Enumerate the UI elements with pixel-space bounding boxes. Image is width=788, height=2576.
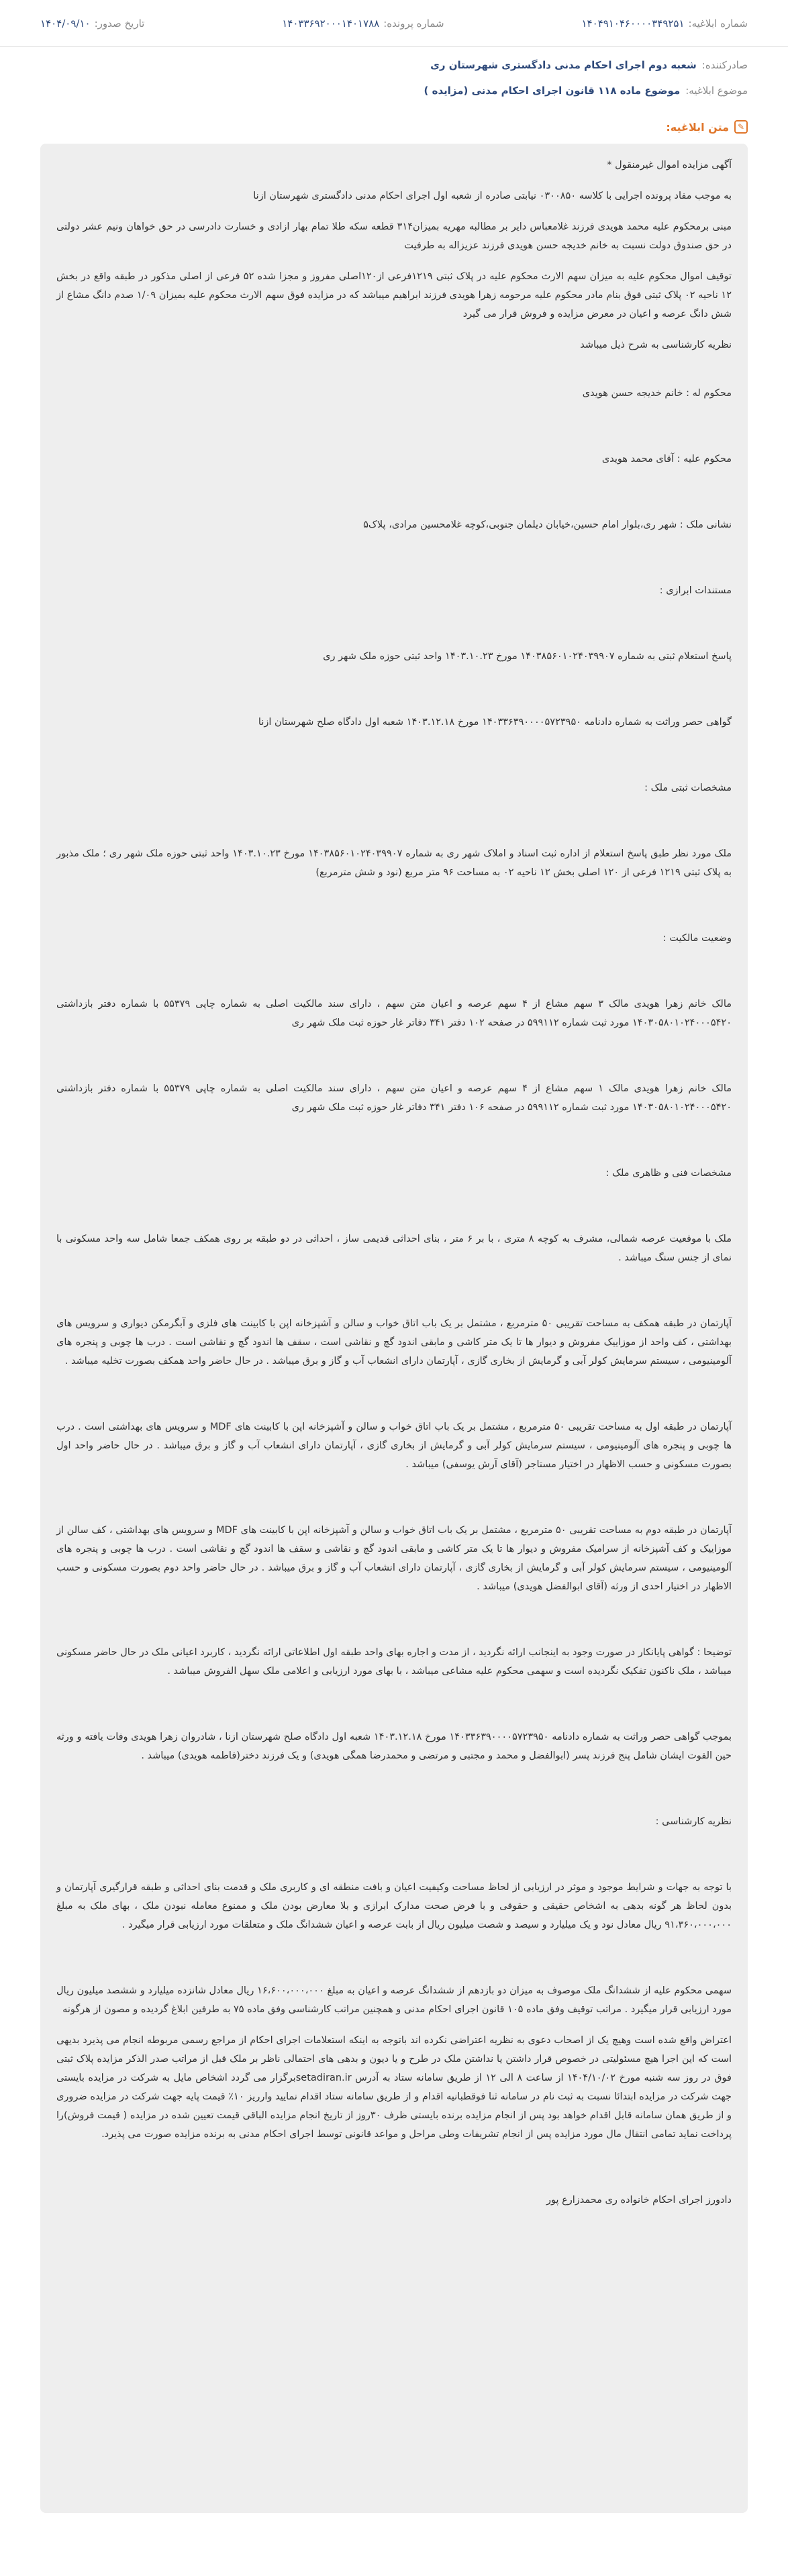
paragraph: مستندات ابرازی : (659, 585, 732, 596)
document-icon: ✎ (734, 120, 748, 134)
notice-number-value: ۱۴۰۴۹۱۰۴۶۰۰۰۰۳۴۹۲۵۱ (581, 17, 685, 30)
signature-line: دادورز اجرای احکام خانواده ری محمدزارع پور (546, 2195, 732, 2206)
subject-row (0, 78, 788, 103)
subject-value: موضوع ماده ۱۱۸ قانون اجرای احکام مدنی (مزایده ) (424, 85, 681, 97)
paragraph: آپارتمان در طبقه دوم به مساحت تقریبی ۵۰ مترمربع ، مشتمل بر یک باب اتاق خواب و سالن و آشپزخانه اپن با کابینت های MDF و سرویس های بهداشتی ، کف سالن از موزاییک و کف آشپزخانه از سرامیک مفروش و دیوار ها تا یک متر کاشی و مابقی اندود گچ و نقاشی و سقف ها اندود گچ و نقاشی است . درب ها چوبی و پنجره های آلومینیومی ، سیستم سرمایش کولر آبی و گرمایش از بخاری گازی ، آپارتمان دارای انشعاب آب و گاز و برق میباشد . در حال حاضر واحد دوم بصورت مسکونی و حسب الاظهار در اختیار احدی از ورثه (آقای ابوالفضل هویدی) میباشد . (56, 1525, 732, 1592)
paragraph: آپارتمان در طبقه اول به مساحت تقریبی ۵۰ مترمربع ، مشتمل بر یک باب اتاق خواب و سالن و آشپزخانه اپن با کابینت های MDF و سرویس های بهداشتی است . درب ها چوبی و پنجره های آلومینیومی ، سیستم سرمایش کولر آبی و گرمایش از بخاری گازی ، آپارتمان دارای انشعاب آب و گاز و برق میباشد . در حال حاضر واحد اول بصورت مسکونی و حسب الاظهار در اختیار مستاجر (آقای آرش یوسفی) میباشد . (56, 1422, 732, 1470)
paragraph: بموجب گواهی حصر وراثت به شماره دادنامه ۱۴۰۳۳۶۳۹۰۰۰۰۵۷۲۳۹۵۰ مورخ ۱۴۰۳.۱۲.۱۸ شعبه اول دادگاه صلح شهرستان ازنا ، شادروان زهرا هویدی وفات یافته و ورثه حین الفوت ایشان شامل پنج فرزند پسر (ابوالفضل و محمد و مجتبی و مرتضی و محمدرضا همگی هویدی) و یک فرزند دختر(فاطمه هویدی) میباشد . (56, 1732, 732, 1761)
issue-date-value: ۱۴۰۴/۰۹/۱۰ (40, 17, 91, 30)
paragraph: محکوم علیه : آقای محمد هویدی (601, 454, 732, 464)
notice-body (40, 144, 748, 2513)
paragraph: آپارتمان در طبقه همکف به مساحت تقریبی ۵۰ مترمربع ، مشتمل بر یک باب اتاق خواب و سالن و آشپزخانه اپن با کابینت های فلزی و آبگرمکن دیواری و سرویس های بهداشتی ، کف واحد از موزاییک مفروش و دیوار ها تا یک متر کاشی و مابقی اندود گچ و نقاشی است ، سقف ها اندود گچ و نقاشی است . درب ها چوبی و پنجره های آلومینیومی ، سیستم سرمایش کولر آبی و گرمایش از بخاری گازی ، آپارتمان دارای انشعاب آب و گاز و برق میباشد . در حال حاضر واحد همکف بصورت تخلیه میباشد . (56, 1318, 732, 1367)
paragraph: نظریه کارشناسی : (655, 1816, 732, 1827)
paragraph: مشخصات فنی و ظاهری ملک : (605, 1168, 732, 1179)
issuer-value: شعبه دوم اجرای احکام مدنی دادگستری شهرستان ری (430, 59, 697, 71)
issue-date (40, 17, 144, 30)
file-number (282, 17, 444, 30)
paragraph: ملک با موقعیت عرصه شمالی، مشرف به کوچه ۸ متری ، با بر ۶ متر ، بنای احداثی قدیمی ساز ، احداثی در دو طبقه بر روی همکف جمعا شامل سه واحد مسکونی با نمای از جنس سنگ میباشد . (56, 1234, 732, 1263)
paragraph: نظریه کارشناسی به شرح ذیل میباشد (580, 340, 732, 350)
notice-meta-row (0, 0, 788, 47)
paragraph: سهمی محکوم علیه از ششدانگ ملک موصوف به میزان دو بازدهم از ششدانگ عرصه و اعیان به مبلغ ۱۶،۶۰۰،۰۰۰،۰۰۰ ریال معادل شانزده میلیارد و ششصد میلیون ریال مورد ارزیابی قرار میگیرد . مراتب توقیف وفق ماده ۱۰۵ قانون اجرای احکام مدنی و همچنین مراتب کارشناسی وفق ماده ۷۵ به طرفین ابلاغ گردیده و مصون از هرگونه (56, 1985, 732, 2015)
file-number-label: شماره پرونده: (383, 17, 444, 30)
notice-number (581, 17, 748, 30)
paragraph: مالک خانم زهرا هویدی مالک ۳ سهم مشاع از ۴ سهم عرصه و اعیان متن سهم ، دارای سند مالکیت اصلی به شماره چاپی ۵۵۳۷۹ با شماره دفتر بازداشتی ۱۴۰۳۰۵۸۰۱۰۲۴۰۰۰۵۴۲۰ مورد ثبت شماره ۵۹۹۱۱۲ در صفحه ۱۰۲ دفتر ۳۴۱ دفاتر غار حوزه ثبت ملک شهر ری (56, 999, 732, 1028)
paragraph: توضیحا : گواهی پایانکار در صورت وجود به اینجانب ارائه نگردید ، از مدت و اجاره بهای واحد طبقه اول اطلاعاتی ارائه نگردید ، کاربرد اعیانی ملک در حال حاضر مسکونی میباشد ، ملک ناکنون تفکیک نگردیده است و سهمی محکوم علیه مشاعی میباشد ، با بهای مورد ارزیابی و اعلامی ملک سهل الفروش میباشد . (56, 1647, 732, 1677)
issuer-row (0, 52, 788, 78)
notice-text-heading (0, 115, 788, 138)
paragraph: توقیف اموال محکوم علیه به میزان سهم الارث محکوم علیه در پلاک ثبتی ۱۲۱۹فرعی از۱۲۰اصلی مفروز و مجزا شده ۵۲ فرعی از اصلی مذکور در طبقه واقع در بخش ۱۲ ناحیه ۰۲ پلاک ثبتی فوق بنام مادر محکوم علیه مرحومه زهرا هویدی فرزند ابراهیم میباشد که در مزایده فوق سهم الارث محکوم علیه بمیزان ۱/۰۹ صدم دانگ مشاع از شش دانگ عرصه و اعیان در معرض مزایده و فروش قرار می گیرد (56, 271, 732, 319)
paragraph: ملک مورد نظر طبق پاسخ استعلام از اداره ثبت اسناد و املاک شهر ری به شماره ۱۴۰۳۸۵۶۰۱۰۲۴۰۳۹۹۰۷ مورخ ۱۴۰۳.۱۰.۲۳ واحد ثبتی حوزه ملک شهر ری ؛ ملک مذبور به پلاک ثبتی ۱۲۱۹ فرعی از ۱۲۰ اصلی بخش ۱۲ ناحیه ۰۲ به مساحت ۹۶ متر مربع (نود و شش مترمربع) (56, 848, 732, 878)
paragraph: مشخصات ثبتی ملک : (644, 783, 732, 793)
paragraph: اعتراض واقع شده است وهیچ یک از اصحاب دعوی به نظریه اعتراضی نکرده اند باتوجه به اینکه استعلامات اجرای احکام از مراجع رسمی مربوطه انجام می پذیرد بدیهی است که این اجرا هیچ مسئولیتی در خصوص قرار داشتن یا نداشتن ملک در طرح و یا دیون و بدهی های احتمالی ناظر بر ملک قبل از مراتب صدر الذکر مزایده پلاک ثبتی فوق در روز سه شنبه مورخ ۱۴۰۴/۱۰/۰۲ از ساعت ۸ الی ۱۲ از طریق سامانه ستاد به آدرس setadiran.irبرگزار می گردد اشخاص مایل به شرکت در مزایده بایستی جهت شرکت در مزایده ابتدائا نسبت به ثبت نام در سامانه ثنا فوقطبانیه اقدام و از طریق سامانه ستاد اقدام نمایید وارریز ۱۰٪ قیمت پایه جهت شرکت در مزایده ضروری و از طریق همان سامانه قابل اقدام خواهد بود پس از انجام مزایده برنده بایستی ظرف ۳۰روز از تاریخ انجام مزایده الباقی قیمت تعیین شده در مزایده ( قیمت فروش)را پرداخت نماید تمامی انتقال مال مورد مزایده پس از انجام تشریفات وطی مراحل و مواعد قانونی توسط اجرای احکام مدنی به برنده مزایده صورت می پذیرد. (56, 2035, 732, 2140)
paragraph: گواهی حصر وراثت به شماره دادنامه ۱۴۰۳۳۶۳۹۰۰۰۰۵۷۲۳۹۵۰ مورخ ۱۴۰۳.۱۲.۱۸ شعبه اول دادگاه صلح شهرستان ازنا (258, 717, 732, 728)
paragraph: آگهی مزایده اموال غیرمنقول * (607, 160, 732, 170)
paragraph: مبنی برمحکوم علیه محمد هویدی فرزند غلامعباس دایر بر مطالبه مهریه بمیزان۳۱۴ قطعه سکه طلا تمام بهار ازادی و خسارت دادرسی در حق خواهان ونیم عشر دولتی در حق صندوق دولت نسبت به خانم خدیجه حسن هویدی فرزند عزیزاله به طرفیت (56, 221, 732, 251)
issue-date-label: تاریخ صدور: (94, 17, 145, 30)
notice-number-label: شماره ابلاغیه: (688, 17, 748, 30)
paragraph: نشانی ملک : شهر ری،بلوار امام حسین،خیابان دیلمان جنوبی،کوچه غلامحسین مرادی، پلاک۵ (363, 519, 732, 530)
paragraph: مالک خانم زهرا هویدی مالک ۱ سهم مشاع از ۴ سهم عرصه و اعیان متن سهم ، دارای سند مالکیت اصلی به شماره چاپی ۵۵۳۷۹ با شماره دفتر بازداشتی ۱۴۰۳۰۵۸۰۱۰۲۴۰۰۰۵۴۲۰ مورد ثبت شماره ۵۹۹۱۱۲ در صفحه ۱۰۶ دفتر ۳۴۱ دفاتر غار حوزه ثبت ملک شهر ری (56, 1083, 732, 1113)
paragraph: محکوم له : خانم خدیجه حسن هویدی (582, 388, 732, 399)
file-number-value: ۱۴۰۳۳۶۹۲۰۰۰۱۴۰۱۷۸۸ (282, 17, 380, 30)
paragraph: به موجب مفاد پرونده اجرایی با کلاسه ۰۳۰۰۸۵۰ نیابتی صادره از شعبه اول اجرای احکام مدنی دادگستری شهرستان ازنا (253, 191, 732, 201)
paragraph: پاسخ استعلام ثبتی به شماره ۱۴۰۳۸۵۶۰۱۰۲۴۰۳۹۹۰۷ مورخ ۱۴۰۳.۱۰.۲۳ واحد ثبتی حوزه ملک شهر ری (323, 651, 732, 662)
paragraph: با توجه به جهات و شرایط موجود و موثر در ارزیابی از لحاظ مساحت وکیفیت اعیان و بافت منطقه ای و کاربری ملک و قدمت بنای احداثی و طبقه قرارگیری آپارتمان و بدون لحاظ هر گونه بدهی به اشخاص حقیقی و حقوقی و با فرض صحت مدارک ابرازی و بلا معارض بودن ملک و ممنوع معامله نبودن ملک ، بهای ملک به مبلغ ۹۱،۳۶۰،۰۰۰،۰۰۰ ریال معادل نود و یک میلیارد و سیصد و شصت میلیون ریال از بابت عرصه و اعیان ششدانگ ملک و متعلقات مورد ارزیابی قرار میگیرد . (56, 1882, 732, 1930)
paragraph: وضعیت مالکیت : (662, 933, 732, 944)
notice-text-title: متن ابلاغیه: (666, 120, 729, 134)
subject-label: موضوع ابلاغیه: (685, 85, 748, 97)
issuer-label: صادرکننده: (701, 59, 748, 71)
